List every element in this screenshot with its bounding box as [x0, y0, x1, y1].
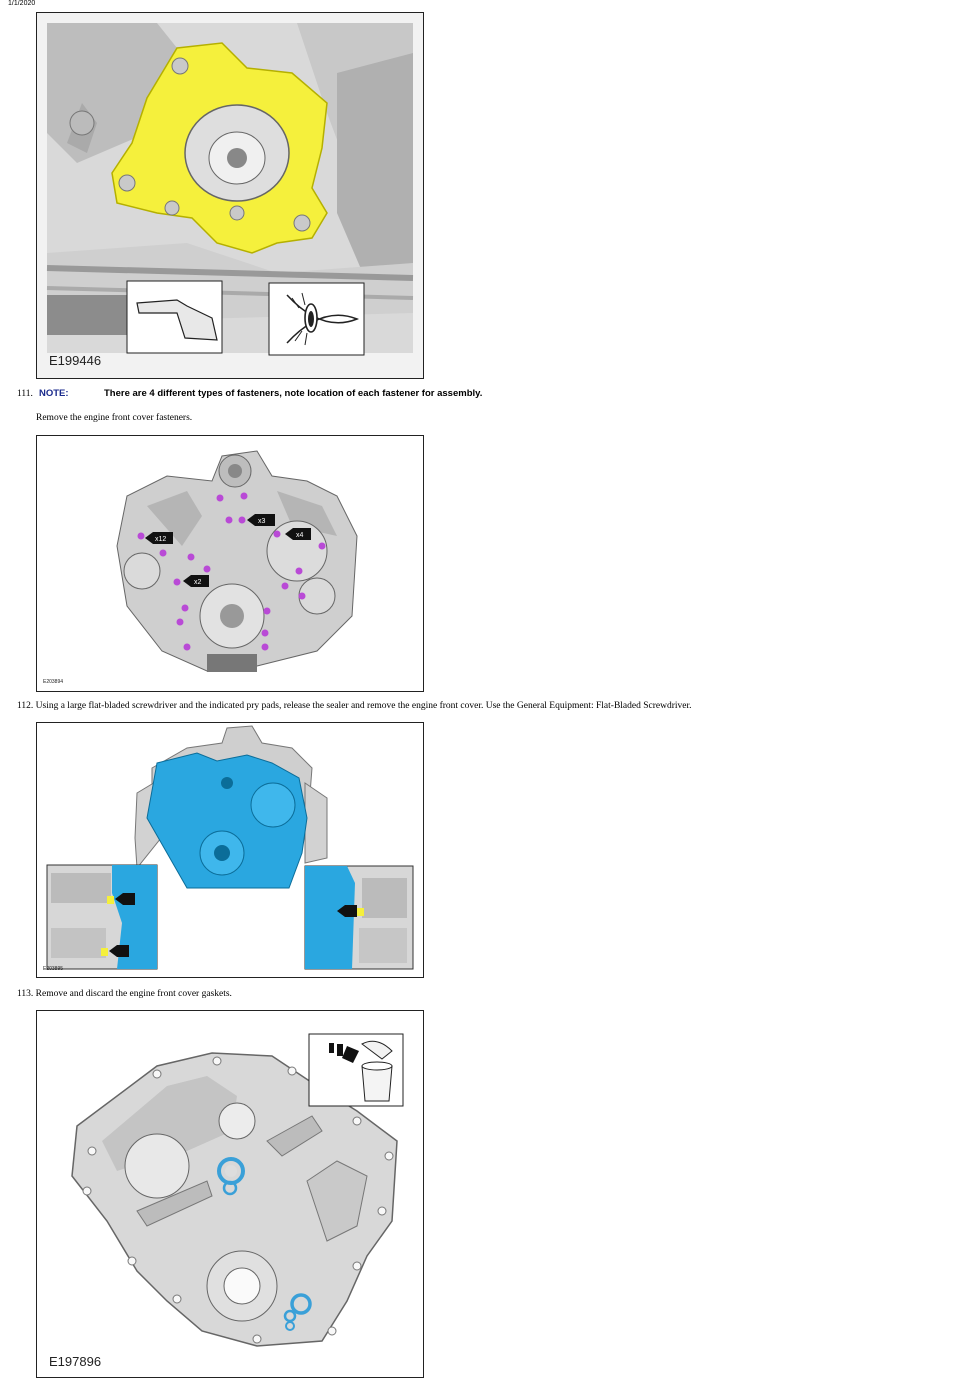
callout-x2: x2 [194, 579, 202, 586]
figure-code: E203895 [43, 966, 64, 972]
figure-code: E203894 [43, 679, 64, 685]
note-label: NOTE: [39, 388, 69, 399]
figure-e203894 [36, 435, 424, 692]
figure-code: E199446 [49, 353, 102, 368]
callout-x3: x3 [258, 518, 266, 525]
figure-e197896 [36, 1010, 424, 1378]
figure-e199446 [36, 12, 424, 379]
engine-illustration-2 [37, 436, 423, 691]
step-number: 111. [17, 389, 33, 399]
step-111-instruction: Remove the engine front cover fasteners. [36, 413, 193, 423]
figure-code: E197896 [49, 1354, 102, 1369]
step-113-text: 113. Remove and discard the engine front cover gaskets. [17, 989, 232, 999]
figure-e203895 [36, 722, 424, 978]
engine-illustration-3 [37, 723, 423, 977]
step-112-text: 112. Using a large flat-bladed screwdriver and the indicated pry pads, release the sealer and remove the engine front cover. Use the General Equipment: Flat-Bladed Screwdriver. [17, 701, 692, 711]
step-111-note [17, 388, 482, 399]
callout-x4: x4 [296, 532, 304, 539]
note-text: There are 4 different types of fasteners, note location of each fastener for assembly. [104, 388, 483, 399]
callout-x12: x12 [155, 536, 167, 543]
engine-illustration-4 [37, 1011, 423, 1377]
engine-illustration-1 [37, 13, 423, 378]
print-date: 1/1/2020 [8, 0, 36, 7]
